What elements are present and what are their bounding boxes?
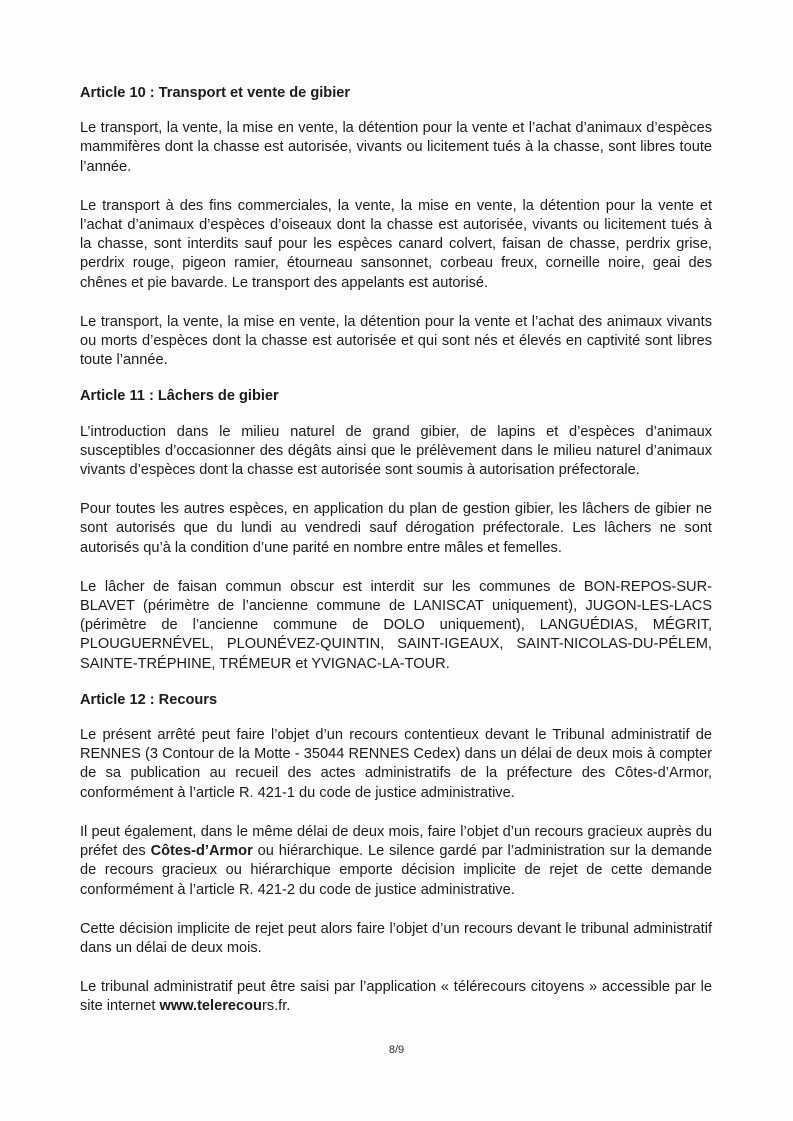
website-link[interactable]: www.telerecou [159, 998, 262, 1015]
paragraph-text: Il peut également, dans le même délai de deux mois, faire l’objet d’un recours gracieux auprès du préfet des [80, 823, 712, 860]
article-12-paragraph [80, 978, 712, 1016]
article-12-paragraph [80, 823, 712, 900]
article-11-paragraph: Le lâcher de faisan commun obscur est interdit sur les communes de BON-REPOS-SUR-BLAVET (périmètre de l’ancienne commune de LANISCAT uniquement), JUGON-LES-LACS (périmètre de l’ancienne commune de DOLO uniquement), LANGUÉDIAS, MÉGRIT, PLOUGUERNÉVEL, PLOUNÉVEZ-QUINTIN, SAINT-IGEAUX, SAINT-NICOLAS-DU-PÉLEM, SAINTE-TRÉPHINE, TRÉMEUR et YVIGNAC-LA-TOUR. [80, 578, 712, 672]
article-12-title: Article 12 : Recours [80, 691, 218, 708]
article-10-paragraph: Le transport à des fins commerciales, la vente, la mise en vente, la détention pour la vente et l’achat d’animaux d’espèces d’oiseaux dont la chasse est autorisée, vivants ou licitement tués à la chasse, sont interdits sauf pour les espèces canard colvert, faisan de chasse, perdrix grise, perdrix rouge, pigeon ramier, étourneau sansonnet, corbeau freux, corneille noire, geai des chênes et pie bavarde. Le transport des appelants est autorisé. [80, 197, 712, 291]
department-name: Côtes-d’Armor [150, 843, 253, 860]
page-number: 8/9 [388, 1044, 405, 1056]
article-11-title: Article 11 : Lâchers de gibier [80, 388, 279, 405]
paragraph-text: rs.fr. [261, 998, 291, 1015]
article-12-paragraph: Cette décision implicite de rejet peut alors faire l’objet d’un recours devant le tribunal administratif dans un délai de deux mois. [80, 920, 712, 956]
article-10-paragraph: Le transport, la vente, la mise en vente, la détention pour la vente et l’achat des animaux vivants ou morts d’espèces dont la chasse est autorisée et qui sont nés et élevés en captivité sont libres toute l’année. [80, 313, 712, 369]
article-12-paragraph: Le présent arrêté peut faire l’objet d’un recours contentieux devant le Tribunal administratif de RENNES (3 Contour de la Motte - 35044 RENNES Cedex) dans un délai de deux mois à compter de sa publication au recueil des actes administratifs de la préfecture des Côtes-d’Armor, conformément à l’article R. 421-1 du code de justice administrative. [80, 727, 712, 801]
article-10-title: Article 10 : Transport et vente de gibier [80, 85, 351, 101]
paragraph-text: Le tribunal administratif peut être saisi par l’application « télérecours citoyens » accessible par le site internet [80, 979, 712, 1015]
article-11-paragraph: L’introduction dans le milieu naturel de grand gibier, de lapins et d’espèces d’animaux susceptibles d’occasionner des dégâts ainsi que le prélèvement dans le milieu naturel d’animaux vivants d’espèces dont la chasse est autorisée sont soumis à autorisation préfectorale. [80, 423, 712, 479]
document-body [80, 84, 712, 1017]
article-10-paragraph: Le transport, la vente, la mise en vente, la détention pour la vente et l’achat d’animaux d’espèces mammifères dont la chasse est autorisée, vivants ou licitement tués à la chasse, sont libres toute l’année. [80, 120, 712, 175]
article-11-paragraph: Pour toutes les autres espèces, en application du plan de gestion gibier, les lâchers de gibier ne sont autorisés que du lundi au vendredi sauf dérogation préfectorale. Les lâchers ne sont autorisés qu’à la condition d’une parité en nombre entre mâles et femelles. [80, 501, 712, 556]
paragraph-text: ou hiérarchique. Le silence gardé par l’administration sur la demande de recours gracieux ou hiérarchique emporte décision implicite de rejet de cette demande conformément à l’article R. 421-2 du code de justice administrative. [80, 843, 712, 898]
